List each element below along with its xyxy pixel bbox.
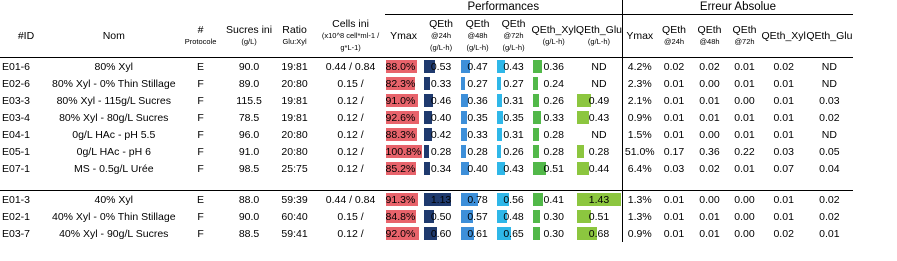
cell-ratio: 20:80 <box>281 145 308 158</box>
header-ymax: Ymax <box>385 15 423 58</box>
cell-value: 84.8% <box>385 210 416 223</box>
cell-err-qeth-glu: ND <box>821 60 837 73</box>
cell-qeth-xyl <box>532 58 576 76</box>
cell-nom: 0g/L HAc - pH 5.5 <box>72 128 156 141</box>
cell-cells: 0.12 / <box>337 162 364 175</box>
cell-err-qeth-72h: 0.00 <box>734 210 755 223</box>
cell-value: 0.30 <box>543 227 564 240</box>
data-bar <box>533 77 538 90</box>
header-err-qeth-48h: QEth @48h <box>692 15 728 58</box>
cell-qeth-glu <box>576 225 623 242</box>
data-bar <box>424 145 429 158</box>
group-performances: Performances <box>385 0 623 15</box>
cell-qeth-xyl <box>532 191 576 209</box>
cell-ymax <box>385 191 423 209</box>
cell-nom: 0g/L HAc - pH 6 <box>76 145 151 158</box>
cell-value: 0.42 <box>430 128 452 141</box>
cell-value: 0.47 <box>467 60 488 73</box>
cell-ymax <box>385 208 423 225</box>
cell-value: 0.61 <box>467 227 488 240</box>
cell-value: 0.43 <box>503 60 524 73</box>
cell-value: 0.28 <box>543 145 564 158</box>
table-row <box>0 75 853 92</box>
cell-ymax <box>385 75 423 92</box>
cell-err-qeth-xyl: 0.03 <box>773 145 794 158</box>
cell-cells: 0.15 / <box>337 77 364 90</box>
data-bar <box>577 145 584 158</box>
cell-err-qeth-72h: 0.00 <box>734 227 755 240</box>
cell-value: 0.60 <box>430 227 452 240</box>
cell-err-qeth-glu: 0.04 <box>819 162 840 175</box>
table-row <box>0 191 853 209</box>
cell-err-qeth-24h: 0.02 <box>663 60 685 73</box>
table-row <box>0 92 853 109</box>
cell-ymax <box>385 92 423 109</box>
cell-value: 0.68 <box>588 227 610 240</box>
cell-err-qeth-48h: 0.02 <box>699 162 720 175</box>
cell-ymax <box>385 143 423 160</box>
header-protocole: # Protocole <box>176 15 226 58</box>
header-qeth-72h: QEth @72h (g/L-h) <box>496 15 532 58</box>
cell-err-qeth-glu: ND <box>821 128 837 141</box>
cell-protocole: F <box>197 128 204 141</box>
cell-err-qeth-72h: 0.00 <box>734 193 755 206</box>
table-row <box>0 160 853 177</box>
cell-err-qeth-glu: 0.03 <box>819 94 840 107</box>
data-bar <box>461 128 467 141</box>
cell-ratio: 20:80 <box>281 128 308 141</box>
cell-err-qeth-48h: 0.01 <box>699 111 720 124</box>
cell-qeth-glu <box>576 208 623 225</box>
cell-qeth-24h <box>423 75 460 92</box>
cell-err-ymax: 0.9% <box>623 225 657 242</box>
data-bar <box>497 128 503 141</box>
header-err-qeth-72h: QEth @72h <box>728 15 762 58</box>
cell-cells: 0.12 / <box>337 128 364 141</box>
cell-nom: 80% Xyl - 0% Thin Stillage <box>52 77 176 90</box>
cell-qeth-xyl <box>532 208 576 225</box>
cell-protocole: F <box>197 94 204 107</box>
cell-value: 0.26 <box>543 94 564 107</box>
cell-err-qeth-24h: 0.01 <box>663 128 685 141</box>
data-bar <box>533 210 540 223</box>
cell-err-qeth-72h: 0.01 <box>734 128 755 141</box>
cell-err-ymax: 2.1% <box>623 92 657 109</box>
cell-value: 0.30 <box>543 210 564 223</box>
cell-err-qeth-glu: 0.02 <box>819 193 840 206</box>
cell-qeth-48h <box>460 75 496 92</box>
cell-value: 82.3% <box>385 77 416 90</box>
header-ratio: Ratio Glu:Xyl <box>273 15 317 58</box>
cell-sucres: 98.5 <box>238 162 260 175</box>
cell-id: E03-7 <box>2 227 31 240</box>
cell-cells: 0.44 / 0.84 <box>325 193 376 206</box>
cell-value: 0.26 <box>503 145 524 158</box>
cell-cells: 0.12 / <box>337 145 364 158</box>
table-row <box>0 58 853 76</box>
cell-qeth-xyl <box>532 126 576 143</box>
cell-sucres: 96.0 <box>238 128 260 141</box>
cell-sucres: 90.0 <box>238 60 260 73</box>
cell-sucres: 89.0 <box>238 77 260 90</box>
cell-value: 0.65 <box>503 227 524 240</box>
cell-qeth-48h <box>460 143 496 160</box>
cell-qeth-72h <box>496 143 532 160</box>
cell-qeth-48h <box>460 58 496 76</box>
cell-sucres: 88.0 <box>238 193 260 206</box>
cell-value: 1.43 <box>588 193 610 206</box>
data-bar <box>533 227 540 240</box>
cell-value: 85.2% <box>385 162 416 175</box>
cell-value: 0.40 <box>430 111 452 124</box>
cell-value: 0.36 <box>543 60 564 73</box>
cell-qeth-24h <box>423 109 460 126</box>
cell-nom: MS - 0.5g/L Urée <box>73 162 154 175</box>
cell-protocole: E <box>197 193 205 206</box>
cell-err-qeth-72h: 0.00 <box>734 94 755 107</box>
cell-value: 0.43 <box>503 162 524 175</box>
cell-err-qeth-24h: 0.01 <box>663 77 685 90</box>
cell-ratio: 59:41 <box>281 227 308 240</box>
cell-ratio: 60:40 <box>281 210 308 223</box>
cell-ratio: 19:81 <box>281 94 308 107</box>
cell-value: 0.50 <box>430 210 452 223</box>
table-row <box>0 126 853 143</box>
cell-value: 0.48 <box>503 210 524 223</box>
header-qeth-glu: QEth_Glu (g/L-h) <box>576 15 623 58</box>
cell-err-qeth-glu: 0.01 <box>819 227 840 240</box>
cell-err-qeth-xyl: 0.01 <box>773 77 794 90</box>
cell-err-qeth-xyl: 0.01 <box>773 193 794 206</box>
cell-value: 0.31 <box>503 94 524 107</box>
cell-id: E03-3 <box>2 94 31 107</box>
cell-protocole: F <box>197 77 204 90</box>
cell-cells: 0.44 / 0.84 <box>325 60 376 73</box>
cell-ratio: 25:75 <box>281 162 308 175</box>
cell-value: 0.28 <box>467 145 488 158</box>
cell-value: 100.8% <box>385 145 422 158</box>
cell-err-qeth-glu: 0.05 <box>819 145 840 158</box>
data-bar <box>533 60 542 73</box>
cell-qeth-glu: ND <box>591 77 607 90</box>
data-bar <box>461 145 466 158</box>
cell-ratio: 19:81 <box>281 60 308 73</box>
cell-err-qeth-72h: 0.22 <box>734 145 755 158</box>
cell-err-ymax: 4.2% <box>623 58 657 76</box>
data-bar <box>577 111 589 124</box>
cell-value: 0.33 <box>543 111 564 124</box>
cell-value: 91.0% <box>385 94 416 107</box>
cell-err-qeth-48h: 0.01 <box>699 210 720 223</box>
cell-qeth-xyl <box>532 225 576 242</box>
cell-qeth-24h <box>423 92 460 109</box>
data-bar <box>497 94 503 107</box>
cell-value: 0.51 <box>588 210 610 223</box>
cell-ratio: 19:81 <box>281 111 308 124</box>
cell-protocole: F <box>197 227 204 240</box>
cell-qeth-24h <box>423 191 460 209</box>
cell-qeth-xyl <box>532 92 576 109</box>
cell-err-ymax: 1.3% <box>623 208 657 225</box>
cell-qeth-24h <box>423 225 460 242</box>
cell-protocole: F <box>197 111 204 124</box>
header-sucres: Sucres ini (g/L) <box>226 15 273 58</box>
cell-value: 0.41 <box>543 193 564 206</box>
cell-qeth-48h <box>460 126 496 143</box>
group-separator <box>0 177 853 191</box>
cell-value: 0.33 <box>467 128 488 141</box>
cell-value: 0.40 <box>467 162 488 175</box>
cell-value: 0.33 <box>430 77 452 90</box>
cell-ymax <box>385 225 423 242</box>
cell-err-qeth-xyl: 0.01 <box>773 210 794 223</box>
cell-err-qeth-24h: 0.17 <box>663 145 685 158</box>
cell-err-qeth-48h: 0.36 <box>699 145 720 158</box>
cell-id: E03-4 <box>2 111 31 124</box>
cell-value: 0.44 <box>588 162 610 175</box>
cell-value: 0.56 <box>503 193 524 206</box>
cell-value: 0.53 <box>430 60 452 73</box>
cell-value: 0.28 <box>430 145 452 158</box>
cell-nom: 40% Xyl - 90g/L Sucres <box>59 227 169 240</box>
cell-err-ymax: 1.3% <box>623 191 657 209</box>
cell-err-qeth-glu: 0.02 <box>819 111 840 124</box>
cell-err-ymax: 2.3% <box>623 75 657 92</box>
cell-cells: 0.15 / <box>337 210 364 223</box>
cell-value: 0.28 <box>543 128 564 141</box>
cell-err-qeth-24h: 0.01 <box>663 111 685 124</box>
cell-qeth-24h <box>423 208 460 225</box>
cell-qeth-48h <box>460 160 496 177</box>
cell-err-qeth-48h: 0.01 <box>699 227 720 240</box>
cell-err-qeth-glu: ND <box>821 77 837 90</box>
cell-qeth-24h <box>423 143 460 160</box>
cell-id: E07-1 <box>2 162 31 175</box>
cell-err-qeth-72h: 0.01 <box>734 111 755 124</box>
cell-value: 92.6% <box>385 111 416 124</box>
cell-ymax <box>385 160 423 177</box>
cell-err-qeth-xyl: 0.01 <box>773 128 794 141</box>
cell-value: 88.0% <box>385 60 416 73</box>
cell-err-qeth-72h: 0.01 <box>734 162 755 175</box>
cell-value: 92.0% <box>385 227 416 240</box>
data-bar <box>533 193 544 206</box>
cell-protocole: F <box>197 162 204 175</box>
data-bar <box>497 145 502 158</box>
cell-qeth-glu <box>576 92 623 109</box>
cell-qeth-48h <box>460 92 496 109</box>
cell-value: 88.3% <box>385 128 416 141</box>
data-bar <box>424 77 431 90</box>
cell-value: 1.13 <box>430 193 452 206</box>
cell-err-qeth-48h: 0.00 <box>699 193 720 206</box>
cell-cells: 0.12 / <box>337 111 364 124</box>
cell-err-qeth-xyl: 0.01 <box>773 111 794 124</box>
cell-qeth-glu <box>576 160 623 177</box>
cell-err-qeth-24h: 0.01 <box>663 227 685 240</box>
cell-sucres: 78.5 <box>238 111 260 124</box>
cell-nom: 40% Xyl - 0% Thin Stillage <box>52 210 176 223</box>
cell-value: 0.36 <box>467 94 488 107</box>
cell-ymax <box>385 109 423 126</box>
header-qeth-24h: QEth @24h (g/L-h) <box>423 15 460 58</box>
header-qeth-xyl: QEth_Xyl (g/L-h) <box>532 15 576 58</box>
cell-qeth-72h <box>496 58 532 76</box>
cell-qeth-xyl <box>532 109 576 126</box>
header-id: #ID <box>0 15 52 58</box>
cell-nom: 80% Xyl <box>94 60 134 73</box>
cell-qeth-glu <box>576 143 623 160</box>
cell-qeth-48h <box>460 109 496 126</box>
cell-qeth-72h <box>496 126 532 143</box>
cell-value: 0.57 <box>467 210 488 223</box>
cell-qeth-24h <box>423 126 460 143</box>
table-row <box>0 208 853 225</box>
cell-sucres: 115.5 <box>236 94 262 107</box>
cell-sucres: 91.0 <box>238 145 260 158</box>
cell-err-qeth-48h: 0.00 <box>699 128 720 141</box>
cell-qeth-48h <box>460 225 496 242</box>
cell-err-qeth-72h: 0.01 <box>734 77 755 90</box>
cell-value: 0.31 <box>503 128 524 141</box>
cell-id: E01-3 <box>2 193 31 206</box>
cell-err-ymax: 0.9% <box>623 109 657 126</box>
cell-value: 0.28 <box>588 145 610 158</box>
header-err-ymax: Ymax <box>623 15 657 58</box>
cell-err-qeth-24h: 0.01 <box>663 210 685 223</box>
cell-value: 0.51 <box>543 162 564 175</box>
cell-value: 0.35 <box>467 111 488 124</box>
cell-qeth-72h <box>496 75 532 92</box>
cell-err-ymax: 1.5% <box>623 126 657 143</box>
cell-nom: 80% Xyl - 80g/L Sucres <box>59 111 169 124</box>
cell-value: 0.27 <box>503 77 524 90</box>
cell-qeth-72h <box>496 208 532 225</box>
cell-err-qeth-24h: 0.01 <box>663 193 685 206</box>
cell-protocole: F <box>197 210 204 223</box>
cell-err-ymax: 6.4% <box>623 160 657 177</box>
cell-id: E05-1 <box>2 145 31 158</box>
header-err-qeth-glu: QEth_Glu <box>806 15 853 58</box>
cell-nom: 40% Xyl <box>94 193 134 206</box>
cell-value: 0.27 <box>467 77 488 90</box>
header-nom: Nom <box>52 15 176 58</box>
cell-value: 0.49 <box>588 94 610 107</box>
cell-cells: 0.12 / <box>337 94 364 107</box>
cell-id: E02-1 <box>2 210 31 223</box>
cell-qeth-24h <box>423 160 460 177</box>
data-bar <box>533 94 539 107</box>
cell-ratio: 20:80 <box>281 77 308 90</box>
cell-value: 0.46 <box>430 94 452 107</box>
cell-id: E01-6 <box>2 60 31 73</box>
cell-err-qeth-72h: 0.01 <box>734 60 755 73</box>
cell-qeth-glu: ND <box>591 60 607 73</box>
data-bar <box>577 162 589 175</box>
header-cells: Cells ini (x10^8 cell*ml-1 / g*L-1) <box>317 15 385 58</box>
cell-protocole: E <box>197 60 205 73</box>
header-err-qeth-24h: QEth @24h <box>657 15 692 58</box>
data-bar <box>533 145 540 158</box>
cell-sucres: 90.0 <box>238 210 260 223</box>
group-erreur-absolue: Erreur Absolue <box>623 0 853 15</box>
cell-qeth-xyl <box>532 75 576 92</box>
header-qeth-48h: QEth @48h (g/L-h) <box>460 15 496 58</box>
data-bar <box>461 77 466 90</box>
table-row <box>0 225 853 242</box>
table-row <box>0 109 853 126</box>
cell-ymax <box>385 58 423 76</box>
cell-protocole: F <box>197 145 204 158</box>
cell-value: 0.35 <box>503 111 524 124</box>
cell-qeth-72h <box>496 225 532 242</box>
cell-err-qeth-24h: 0.03 <box>663 162 685 175</box>
cell-value: 91.3% <box>385 193 416 206</box>
cell-qeth-72h <box>496 160 532 177</box>
cell-value: 0.34 <box>430 162 452 175</box>
cell-nom: 80% Xyl - 115g/L Sucres <box>56 94 171 107</box>
cell-cells: 0.12 / <box>337 227 364 240</box>
cell-err-qeth-48h: 0.02 <box>699 60 720 73</box>
cell-sucres: 88.5 <box>238 227 260 240</box>
cell-err-qeth-xyl: 0.07 <box>773 162 794 175</box>
cell-err-qeth-xyl: 0.02 <box>773 60 794 73</box>
cell-qeth-xyl <box>532 160 576 177</box>
cell-err-qeth-glu: 0.02 <box>819 210 840 223</box>
cell-id: E04-1 <box>2 128 31 141</box>
cell-err-qeth-xyl: 0.01 <box>773 94 794 107</box>
cell-err-qeth-24h: 0.01 <box>663 94 685 107</box>
cell-value: 0.24 <box>543 77 564 90</box>
cell-qeth-48h <box>460 191 496 209</box>
cell-qeth-72h <box>496 92 532 109</box>
cell-ymax <box>385 126 423 143</box>
cell-qeth-72h <box>496 191 532 209</box>
cell-value: 0.43 <box>588 111 610 124</box>
cell-ratio: 59:39 <box>281 193 308 206</box>
cell-value: 0.78 <box>467 193 488 206</box>
cell-qeth-24h <box>423 58 460 76</box>
cell-qeth-glu <box>576 191 623 209</box>
data-bar <box>497 77 502 90</box>
cell-id: E02-6 <box>2 77 31 90</box>
cell-err-qeth-xyl: 0.02 <box>773 227 794 240</box>
cell-qeth-glu: ND <box>591 128 607 141</box>
data-bar <box>533 128 540 141</box>
header-err-qeth-xyl: QEth_Xyl <box>762 15 806 58</box>
cell-qeth-glu <box>576 109 623 126</box>
cell-qeth-48h <box>460 208 496 225</box>
cell-err-qeth-48h: 0.00 <box>699 77 720 90</box>
cell-err-qeth-48h: 0.01 <box>699 94 720 107</box>
data-bar <box>533 111 541 124</box>
data-bar <box>424 162 431 175</box>
table-row <box>0 143 853 160</box>
cell-err-ymax: 51.0% <box>623 143 657 160</box>
cell-qeth-72h <box>496 109 532 126</box>
cell-qeth-xyl <box>532 143 576 160</box>
